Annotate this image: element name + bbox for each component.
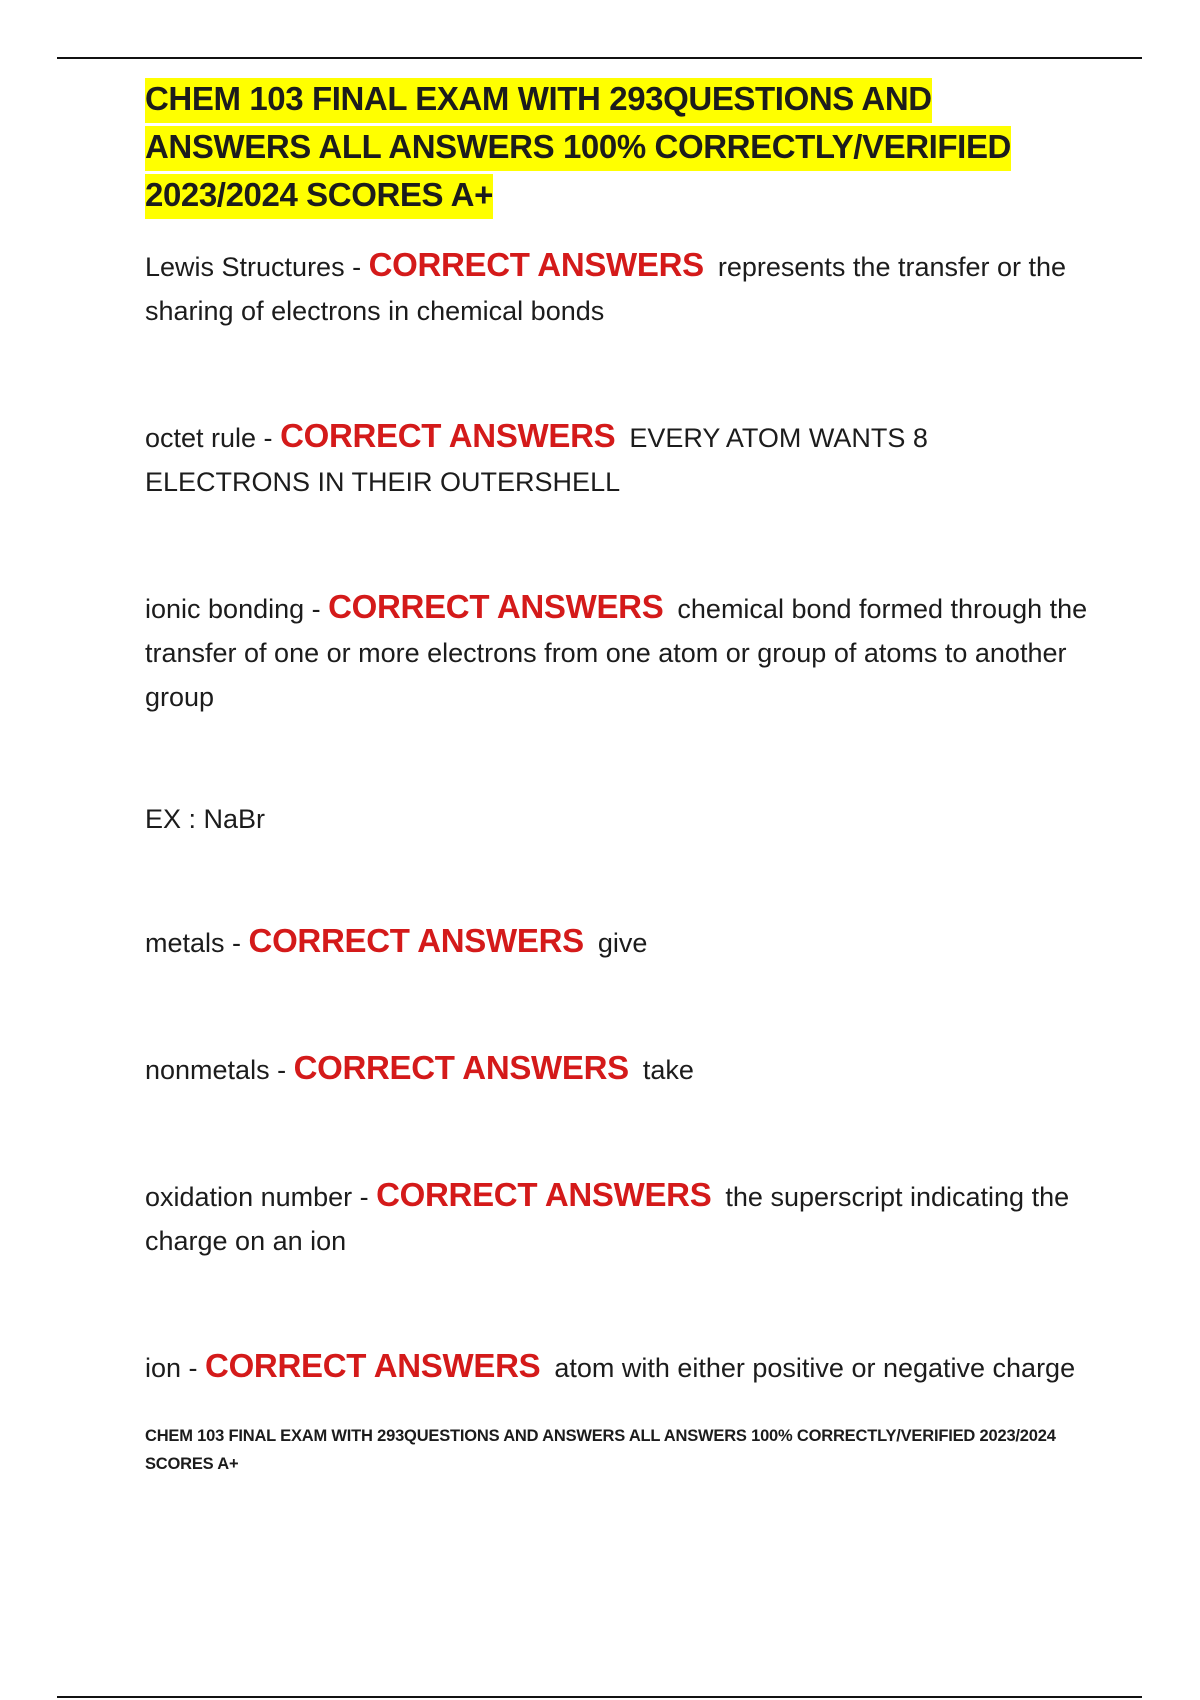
- entry-definition: the superscript indicating the charge on an ion: [145, 1182, 1070, 1256]
- entry-nonmetals: [145, 1046, 1095, 1092]
- header-rule: [57, 57, 1142, 59]
- example-note: EX : NaBr: [145, 804, 266, 834]
- correct-answers-tag: CORRECT ANSWERS: [376, 1176, 712, 1213]
- entry-term: metals -: [145, 928, 249, 958]
- entry-definition: EVERY ATOM WANTS 8 ELECTRONS IN THEIR OUTERSHELL: [145, 423, 928, 497]
- correct-answers-tag: CORRECT ANSWERS: [328, 588, 664, 625]
- entry-term: octet rule -: [145, 423, 281, 453]
- entry-lewis-structures: [145, 243, 1095, 333]
- correct-answers-tag: CORRECT ANSWERS: [280, 417, 616, 454]
- correct-answers-tag: CORRECT ANSWERS: [248, 922, 584, 959]
- entry-example-nabr: [145, 797, 1095, 841]
- entry-term: ionic bonding -: [145, 594, 329, 624]
- document-title-text: CHEM 103 FINAL EXAM WITH 293QUESTIONS AND ANSWERS ALL ANSWERS 100% CORRECTLY/VERIFIED 2023/2024 SCORES A+: [145, 78, 1011, 219]
- entry-oxidation-number: [145, 1173, 1095, 1263]
- entry-ionic-bonding: [145, 585, 1095, 719]
- footer-rule: [57, 1696, 1142, 1698]
- entry-definition: take: [642, 1055, 694, 1085]
- document-title: [145, 75, 1095, 219]
- page-footer-title: CHEM 103 FINAL EXAM WITH 293QUESTIONS AND ANSWERS ALL ANSWERS 100% CORRECTLY/VERIFIED 2023/2024 SCORES A+: [145, 1427, 1056, 1473]
- entry-octet-rule: [145, 414, 1095, 504]
- entry-definition: chemical bond formed through the transfer of one or more electrons from one atom or group of atoms to another group: [145, 594, 1088, 712]
- entry-term: Lewis Structures -: [145, 252, 369, 282]
- entry-term: ion -: [145, 1353, 206, 1383]
- correct-answers-tag: CORRECT ANSWERS: [205, 1347, 541, 1384]
- entry-ion: [145, 1344, 1095, 1390]
- entry-definition: represents the transfer or the sharing of electrons in chemical bonds: [145, 252, 1067, 326]
- document-body: [145, 75, 1095, 1495]
- entry-metals: [145, 919, 1095, 965]
- correct-answers-tag: CORRECT ANSWERS: [368, 246, 704, 283]
- entry-term: oxidation number -: [145, 1182, 377, 1212]
- entry-definition: atom with either positive or negative charge: [554, 1353, 1076, 1383]
- correct-answers-tag: CORRECT ANSWERS: [293, 1049, 629, 1086]
- entry-definition: give: [597, 928, 648, 958]
- entry-term: nonmetals -: [145, 1055, 294, 1085]
